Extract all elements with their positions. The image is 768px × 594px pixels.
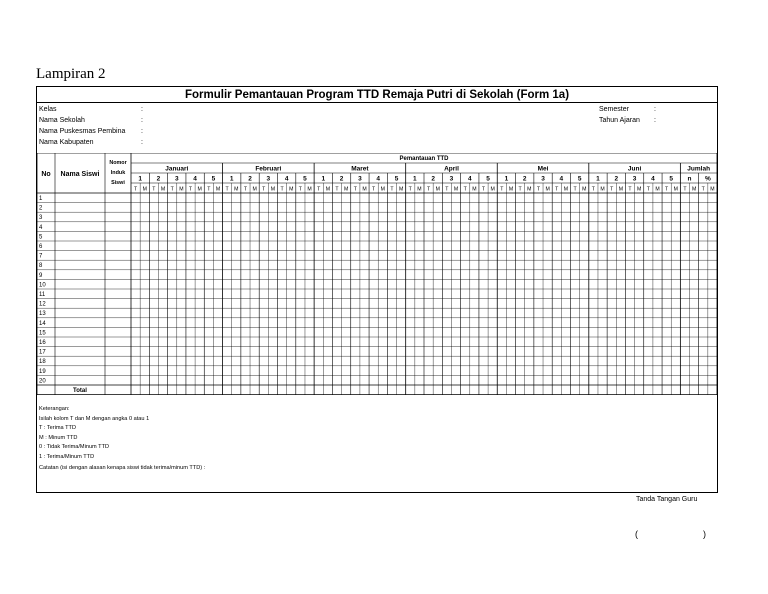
month-label: Januari <box>165 165 189 173</box>
sub-col-label: T <box>408 186 412 193</box>
sub-col-label: T <box>353 186 357 193</box>
colon: : <box>654 117 656 124</box>
colon: : <box>141 128 143 135</box>
catatan-label: Catatan (isi dengan alasan kenapa siswi tidak terima/minum TTD) : <box>39 465 206 471</box>
row-number: 3 <box>39 215 43 222</box>
week-label: 1 <box>138 175 142 183</box>
info-tahun-ajaran: Tahun Ajaran <box>599 117 640 124</box>
week-label: 3 <box>632 175 637 183</box>
week-label: 2 <box>522 175 527 183</box>
row-number: 14 <box>39 320 46 327</box>
sub-col-label: T <box>481 186 486 193</box>
week-label: 5 <box>577 175 582 183</box>
sub-col-label: M <box>508 186 514 193</box>
sub-col-label: T <box>555 186 559 193</box>
sub-col-label: M <box>142 186 147 193</box>
week-label: 5 <box>211 175 216 183</box>
sub-col-label: M <box>362 186 367 193</box>
sub-col-label: M <box>234 186 239 193</box>
week-label: 5 <box>303 175 307 183</box>
week-label: 3 <box>358 175 362 183</box>
info-left <box>39 104 125 148</box>
week-label: 4 <box>193 175 197 183</box>
keterangan-line: Isilah kolom T dan M dengan angka 0 atau 1 <box>39 415 150 422</box>
colon: : <box>141 106 143 113</box>
week-label: 1 <box>596 175 600 183</box>
keterangan-block <box>39 405 149 463</box>
info-semester: Semester <box>599 106 629 113</box>
keterangan-line: T : Terima TTD <box>39 425 76 432</box>
sub-col-label: M <box>655 186 660 193</box>
keterangan-title: Keterangan: <box>39 406 70 412</box>
week-label: 3 <box>541 175 545 183</box>
row-number: 10 <box>39 282 46 289</box>
sub-col-label: T <box>426 186 431 193</box>
sub-col-label: M <box>344 186 349 193</box>
row-number: 6 <box>39 244 43 250</box>
row-number: 9 <box>39 272 43 279</box>
sub-col-label: T <box>335 186 339 193</box>
row-number: 5 <box>39 234 43 241</box>
colon: : <box>654 106 656 113</box>
sub-col-label: T <box>536 186 541 193</box>
row-number: 4 <box>39 224 43 231</box>
info-right-colons <box>654 104 656 126</box>
info-right <box>599 104 640 126</box>
sub-col-label: M <box>582 186 587 193</box>
row-number: 20 <box>39 378 46 385</box>
sub-col-label: M <box>691 186 697 193</box>
info-kabupaten: Nama Kabupaten <box>39 139 94 146</box>
info-left-colons <box>141 104 143 148</box>
sub-col-label: T <box>280 186 284 193</box>
header-siswi: Siswi <box>111 180 125 186</box>
sub-col-label: M <box>289 186 294 193</box>
sub-col-label: M <box>307 186 312 193</box>
row-number: 2 <box>39 205 43 212</box>
week-label: 1 <box>504 175 509 183</box>
header-induk: Induk <box>110 170 126 176</box>
week-label: 2 <box>248 175 252 183</box>
month-label: Februari <box>255 165 282 173</box>
jumlah-n: n <box>687 175 692 183</box>
sub-col-label: T <box>701 186 705 193</box>
lampiran-label: Lampiran 2 <box>36 66 106 82</box>
month-label: Maret <box>351 165 369 173</box>
sub-col-label: T <box>445 186 449 193</box>
week-label: 2 <box>431 175 435 183</box>
week-label: 5 <box>669 175 674 183</box>
row-number: 11 <box>39 292 46 298</box>
keterangan-line: 0 : Tidak Terima/Minum TTD <box>39 444 110 451</box>
week-label: 2 <box>614 175 619 183</box>
sub-col-label: M <box>160 186 166 193</box>
sub-col-label: M <box>435 186 440 193</box>
header-no: No <box>41 171 51 178</box>
row-number: 16 <box>39 340 46 346</box>
sub-col-label: T <box>610 186 614 193</box>
sub-col-label: M <box>453 186 459 193</box>
sub-col-label: M <box>215 186 221 193</box>
sub-col-label: T <box>225 186 229 193</box>
total-label: Total <box>73 388 87 394</box>
keterangan-line: M : Minum TTD <box>39 434 78 441</box>
keterangan-line: 1 : Terima/Minum TTD <box>39 453 95 460</box>
week-label: 3 <box>174 175 179 183</box>
sub-col-label: T <box>573 186 577 193</box>
sub-col-label: M <box>710 186 715 193</box>
week-label: 4 <box>376 175 381 183</box>
week-label: 1 <box>413 175 417 183</box>
sub-col-label: T <box>133 186 138 193</box>
sub-col-label: T <box>298 186 302 193</box>
sub-col-label: T <box>170 186 174 193</box>
sub-col-label: T <box>518 186 522 193</box>
sub-col-label: T <box>207 186 211 193</box>
sub-col-label: T <box>372 186 376 193</box>
sub-col-label: M <box>545 186 550 193</box>
sub-col-label: T <box>188 186 193 193</box>
row-number: 8 <box>39 263 43 270</box>
signature-paren-close: ) <box>703 529 706 539</box>
week-label: 2 <box>156 175 161 183</box>
week-label: 3 <box>266 175 271 183</box>
info-kelas: Kelas <box>39 106 57 113</box>
form-title: Formulir Pemantauan Program TTD Remaja Putri di Sekolah (Form 1a) <box>37 87 717 103</box>
row-number: 19 <box>39 368 46 375</box>
row-number: 12 <box>39 301 46 308</box>
info-nama-sekolah: Nama Sekolah <box>39 117 85 124</box>
sub-col-label: M <box>197 186 202 193</box>
week-label: 1 <box>229 175 234 183</box>
sub-col-label: M <box>527 186 532 193</box>
row-number: 17 <box>39 349 46 356</box>
sub-col-label: T <box>628 186 632 193</box>
week-label: 3 <box>449 175 454 183</box>
week-label: 4 <box>559 175 564 183</box>
week-label: 5 <box>486 175 490 183</box>
sub-col-label: M <box>472 186 477 193</box>
form-frame <box>36 86 718 493</box>
sub-col-label: T <box>390 186 394 193</box>
jumlah-percent: % <box>704 175 711 183</box>
sub-col-label: T <box>243 186 248 193</box>
sub-col-label: M <box>179 186 184 193</box>
sub-col-label: M <box>637 186 642 193</box>
month-label: Mei <box>537 165 549 173</box>
header-nomor: Nomor <box>109 160 127 166</box>
week-label: 4 <box>467 175 472 183</box>
header-jumlah: Jumlah <box>687 165 711 173</box>
week-label: 2 <box>339 175 344 183</box>
month-label: April <box>444 165 459 173</box>
week-label: 4 <box>284 175 289 183</box>
row-number: 1 <box>39 196 43 202</box>
signature-label: Tanda Tangan Guru <box>636 496 698 503</box>
week-label: 1 <box>321 175 326 183</box>
sub-col-label: T <box>152 186 156 193</box>
sub-col-label: T <box>665 186 669 193</box>
row-number: 7 <box>39 253 43 260</box>
week-label: 4 <box>651 175 655 183</box>
sub-col-label: M <box>673 186 678 193</box>
sub-col-label: T <box>500 186 504 193</box>
signature-paren-open: ( <box>635 529 638 539</box>
group-header-pemantauan: Pemantauan TTD <box>399 156 449 162</box>
sub-col-label: M <box>270 186 276 193</box>
sub-col-label: T <box>317 186 321 193</box>
sub-col-label: M <box>563 186 569 193</box>
row-number: 13 <box>39 311 46 318</box>
sub-col-label: T <box>463 186 467 193</box>
week-label: 5 <box>394 175 399 183</box>
sub-col-label: M <box>252 186 257 193</box>
sub-col-label: T <box>683 186 687 193</box>
colon: : <box>141 139 143 146</box>
header-nama-siswi: Nama Siswi <box>60 171 100 178</box>
sub-col-label: M <box>380 186 385 193</box>
row-number: 15 <box>39 330 46 337</box>
sub-col-label: M <box>618 186 624 193</box>
sub-col-label: M <box>417 186 422 193</box>
sub-col-label: T <box>646 186 650 193</box>
month-label: Juni <box>627 165 642 173</box>
info-puskesmas: Nama Puskesmas Pembina <box>39 128 126 135</box>
sub-col-label: M <box>600 186 605 193</box>
sub-col-label: T <box>591 186 595 193</box>
sub-col-label: M <box>398 186 404 193</box>
sub-col-label: M <box>325 186 331 193</box>
colon: : <box>141 117 143 124</box>
row-number: 18 <box>39 359 46 366</box>
sub-col-label: M <box>490 186 495 193</box>
sub-col-label: T <box>262 186 266 193</box>
